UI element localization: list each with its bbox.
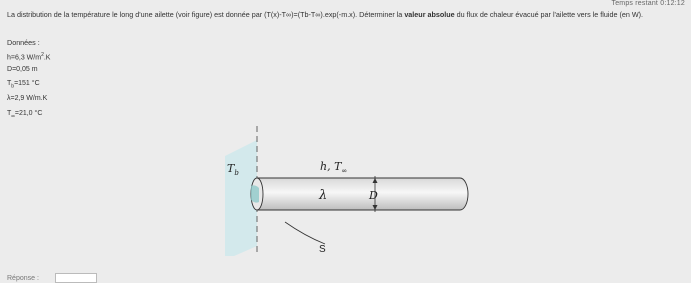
fin-figure — [215, 126, 475, 256]
data-h-value: =6,3 W/m — [10, 54, 42, 62]
data-h-sym: h — [7, 54, 11, 62]
question-text — [7, 9, 652, 20]
s-label: S — [319, 244, 326, 255]
h-tinf-label: h, $T_\infty$ — [320, 160, 348, 175]
data-lambda-sym: λ — [7, 95, 11, 102]
data-Tb — [7, 80, 40, 89]
data-Tb-sub: b — [11, 83, 15, 90]
data-D-sym: D — [7, 66, 13, 73]
data-Tinf-value: =21,0 °C — [14, 110, 43, 117]
data-Tb-sym: T — [7, 80, 12, 87]
question-part2: du flux de chaleur évacué par l'ailette vers le fluide (en W). — [454, 10, 643, 19]
question-part1: La distribution de la température le long d'une ailette (voir figure) est donnée par (T(x)-T∞)=(Tb-T∞).exp(-m.x). Déterminer la — [7, 10, 405, 19]
d-label: D — [369, 189, 378, 202]
tb-label: $T_b$ — [227, 162, 239, 177]
data-lambda-value: =2,9 W/m.K — [10, 95, 48, 102]
data-h-unit-tail: .K — [43, 54, 51, 62]
question-bold: valeur absolue — [404, 10, 455, 19]
data-h — [7, 52, 50, 61]
donnees-title: Données : — [7, 38, 40, 47]
data-Tinf — [7, 110, 42, 119]
data-Tb-value: =151 °C — [14, 80, 40, 87]
lambda-label: λ — [319, 188, 328, 203]
data-D — [7, 66, 38, 73]
answer-label: Réponse : — [7, 275, 39, 282]
data-Tinf-sub: ∞ — [11, 113, 15, 120]
data-lambda — [7, 95, 47, 102]
timer-label: Temps restant — [611, 0, 659, 7]
timer-value: 0:12:12 — [660, 0, 685, 7]
answer-input[interactable] — [55, 273, 97, 283]
time-remaining — [612, 0, 685, 7]
s-curve — [285, 222, 325, 244]
data-Tinf-sym: T — [7, 110, 12, 117]
fin-cross-section — [251, 185, 259, 202]
data-h-sup: 2 — [41, 52, 44, 58]
data-D-value: =0,05 m — [12, 66, 38, 73]
fin-body — [257, 178, 468, 210]
